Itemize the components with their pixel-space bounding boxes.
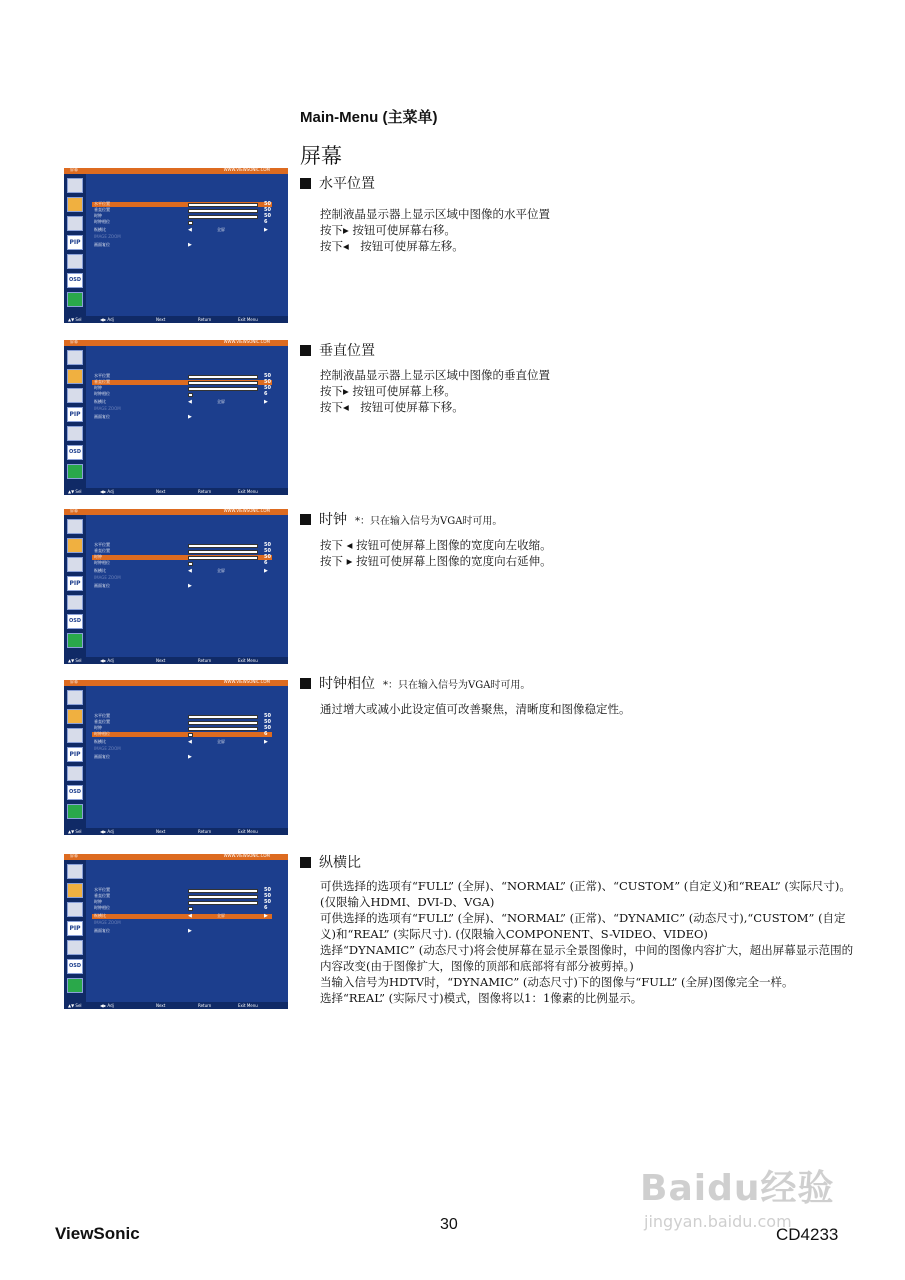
color-icon xyxy=(67,728,83,743)
osd-menu-row xyxy=(92,561,272,566)
osd-row-value: 50 xyxy=(264,373,271,379)
osd-row-label: 时钟相位 xyxy=(94,905,110,910)
arrow-right-icon: ▶ xyxy=(264,568,268,574)
osd-footer-sel: ▲▼ Sel xyxy=(68,489,82,494)
osd-menu-screenshot xyxy=(64,168,288,323)
section-heading xyxy=(300,673,530,693)
color-icon xyxy=(67,216,83,231)
osd-icon: OSD xyxy=(67,959,83,974)
section-heading-label: 时钟 xyxy=(319,512,347,528)
osd-row-value: 50 xyxy=(264,725,271,731)
osd-menu-row xyxy=(92,415,272,420)
osd-row-label: 时钟相位 xyxy=(94,219,110,224)
screen-icon xyxy=(67,883,83,898)
osd-footer-sel: ▲▼ Sel xyxy=(68,658,82,663)
osd-row-label: 水平位置 xyxy=(94,373,110,378)
osd-title-bar xyxy=(64,509,288,515)
osd-row-label: 水平位置 xyxy=(94,887,110,892)
osd-row-label: 画面复位 xyxy=(94,414,110,419)
osd-sidebar xyxy=(64,860,86,1002)
color-icon xyxy=(67,902,83,917)
osd-url: WWW.VIEWSONIC.COM xyxy=(223,168,270,172)
osd-menu-row xyxy=(92,921,272,926)
osd-row-label: 纵横比 xyxy=(94,568,106,573)
description-line: 按下◂ 按钮可使屏幕下移。 xyxy=(320,400,464,414)
osd-row-value: 50 xyxy=(264,385,271,391)
osd-footer xyxy=(64,657,288,664)
osd-slider xyxy=(188,889,258,893)
osd-slider xyxy=(188,895,258,899)
osd-row-option: 全屏 xyxy=(217,739,225,744)
osd-row-label: IMAGE ZOOM xyxy=(94,406,121,411)
screen-icon xyxy=(67,369,83,384)
osd-footer-next: Next xyxy=(156,658,166,663)
section-description xyxy=(320,878,860,1006)
picture-icon xyxy=(67,519,83,534)
arrow-right-icon: ▶ xyxy=(188,414,192,420)
osd-footer-next: Next xyxy=(156,829,166,834)
osd-slider xyxy=(188,733,193,737)
osd-menu-row xyxy=(92,243,272,248)
osd-slider xyxy=(188,203,258,207)
picture-icon xyxy=(67,690,83,705)
tool-icon xyxy=(67,940,83,955)
osd-slider xyxy=(188,381,258,385)
osd-slider xyxy=(188,375,258,379)
osd-row-value: 50 xyxy=(264,899,271,905)
arrow-right-icon: ▶ xyxy=(264,913,268,919)
menu-icon xyxy=(67,292,83,307)
osd-menu-row xyxy=(92,214,272,219)
menu-icon xyxy=(67,464,83,479)
osd-row-label: 纵横比 xyxy=(94,399,106,404)
color-icon xyxy=(67,557,83,572)
osd-menu-row xyxy=(92,755,272,760)
menu-icon xyxy=(67,978,83,993)
osd-menu-row xyxy=(92,549,272,554)
section-heading xyxy=(300,852,361,872)
description-line: 可供选择的选项有“FULL” (全屏)、“NORMAL” (正常)、“CUSTOM” (自定义)和“REAL” (实际尺寸)。(仅限输入HDMI、DVI-D、VGA) xyxy=(320,879,851,909)
osd-sidebar xyxy=(64,686,86,828)
osd-footer-exit: Exit Menu xyxy=(238,317,258,322)
osd-footer-adj: ◀▶ Adj xyxy=(100,829,114,834)
section-description xyxy=(320,701,631,717)
osd-icon: OSD xyxy=(67,273,83,288)
section-title: 屏幕 xyxy=(300,144,342,168)
bullet-square-icon xyxy=(300,178,311,189)
osd-icon: OSD xyxy=(67,785,83,800)
osd-row-value: 50 xyxy=(264,213,271,219)
osd-row-value: 50 xyxy=(264,719,271,725)
osd-row-label: 水平位置 xyxy=(94,713,110,718)
pip-icon: PIP xyxy=(67,921,83,936)
osd-menu-row xyxy=(92,374,272,379)
osd-footer-adj: ◀▶ Adj xyxy=(100,489,114,494)
pip-icon: PIP xyxy=(67,747,83,762)
osd-row-value: 50 xyxy=(264,207,271,213)
osd-slider xyxy=(188,901,258,905)
description-line: 可供选择的选项有“FULL” (全屏)、“NORMAL” (正常)、“DYNAMIC” (动态尺寸),“CUSTOM” (自定义)和“REAL” (实际尺寸). (仅限输入COMPONENT、S-VIDEO、VIDEO) xyxy=(320,911,846,941)
bullet-square-icon xyxy=(300,345,311,356)
osd-menu-screenshot xyxy=(64,680,288,835)
osd-footer-exit: Exit Menu xyxy=(238,829,258,834)
osd-row-label: 时钟 xyxy=(94,899,102,904)
osd-row-label: 画面复位 xyxy=(94,242,110,247)
osd-menu-row xyxy=(92,888,272,893)
pip-icon: PIP xyxy=(67,407,83,422)
description-line: 当输入信号为HDTV时，“DYNAMIC” (动态尺寸)下的图像与“FULL” (全屏)图像完全一样。 xyxy=(320,975,794,989)
arrow-left-icon: ◀ xyxy=(188,227,192,233)
osd-menu-row xyxy=(92,584,272,589)
osd-row-option: 全屏 xyxy=(217,227,225,232)
osd-menu-row xyxy=(92,380,272,385)
osd-row-value: 6 xyxy=(264,560,268,566)
osd-menu-row xyxy=(92,747,272,752)
osd-row-value: 50 xyxy=(264,379,271,385)
arrow-left-icon: ◀ xyxy=(188,399,192,405)
osd-title: 屏幕 xyxy=(70,340,78,344)
osd-footer-return: Return xyxy=(198,658,212,663)
osd-row-label: 时钟 xyxy=(94,385,102,390)
description-line: 选择“REAL” (实际尺寸)模式，图像将以1：1像素的比例显示。 xyxy=(320,991,643,1005)
osd-row-value: 6 xyxy=(264,219,268,225)
osd-menu-row xyxy=(92,569,272,574)
section-heading xyxy=(300,509,502,529)
watermark-url: jingyan.baidu.com xyxy=(644,1212,792,1231)
osd-row-value: 6 xyxy=(264,391,268,397)
osd-menu-row xyxy=(92,220,272,225)
osd-menu-row xyxy=(92,208,272,213)
osd-row-value: 50 xyxy=(264,554,271,560)
osd-title-bar xyxy=(64,854,288,860)
osd-icon: OSD xyxy=(67,445,83,460)
section-note: *：只在输入信号为VGA时可用。 xyxy=(355,515,503,527)
osd-menu-row xyxy=(92,400,272,405)
osd-footer xyxy=(64,488,288,495)
screen-icon xyxy=(67,197,83,212)
picture-icon xyxy=(67,350,83,365)
baidu-watermark xyxy=(640,1150,850,1240)
osd-row-value: 50 xyxy=(264,887,271,893)
osd-slider xyxy=(188,556,258,560)
osd-row-label: IMAGE ZOOM xyxy=(94,575,121,580)
osd-footer-adj: ◀▶ Adj xyxy=(100,658,114,663)
screen-icon xyxy=(67,709,83,724)
arrow-right-icon: ▶ xyxy=(188,583,192,589)
arrow-left-icon: ◀ xyxy=(188,913,192,919)
section-heading xyxy=(300,173,375,193)
osd-title-bar xyxy=(64,168,288,174)
description-line: 按下 ◂ 按钮可使屏幕上图像的宽度向左收缩。 xyxy=(320,538,552,552)
arrow-right-icon: ▶ xyxy=(264,399,268,405)
osd-url: WWW.VIEWSONIC.COM xyxy=(223,340,270,344)
osd-footer-next: Next xyxy=(156,1003,166,1008)
osd-menu-row xyxy=(92,714,272,719)
pip-icon: PIP xyxy=(67,576,83,591)
osd-footer-sel: ▲▼ Sel xyxy=(68,829,82,834)
page-number: 30 xyxy=(440,1216,458,1233)
main-menu-heading: Main-Menu (主菜单) xyxy=(300,109,438,126)
description-line: 通过增大或减小此设定值可改善聚焦，清晰度和图像稳定性。 xyxy=(320,702,631,716)
description-line: 按下◂ 按钮可使屏幕左移。 xyxy=(320,239,464,253)
description-line: 选择“DYNAMIC” (动态尺寸)将会使屏幕在显示全景图像时，中间的图像内容扩大，超出屏幕显示范围的内容改变(由于图像扩大，图像的顶部和底部将有部分被剪掉。) xyxy=(320,943,854,973)
osd-row-label: 水平位置 xyxy=(94,201,110,206)
osd-row-value: 6 xyxy=(264,905,268,911)
osd-slider xyxy=(188,544,258,548)
menu-icon xyxy=(67,633,83,648)
osd-row-label: 垂直位置 xyxy=(94,719,110,724)
osd-slider xyxy=(188,209,258,213)
osd-row-value: 6 xyxy=(264,731,268,737)
osd-title-bar xyxy=(64,340,288,346)
pip-icon: PIP xyxy=(67,235,83,250)
menu-icon xyxy=(67,804,83,819)
osd-slider xyxy=(188,562,193,566)
osd-row-label: 画面复位 xyxy=(94,928,110,933)
osd-slider xyxy=(188,721,258,725)
osd-footer xyxy=(64,316,288,323)
osd-menu-row xyxy=(92,929,272,934)
osd-menu-screenshot xyxy=(64,340,288,495)
section-description xyxy=(320,206,550,254)
screen-icon xyxy=(67,538,83,553)
osd-row-label: IMAGE ZOOM xyxy=(94,234,121,239)
osd-footer-return: Return xyxy=(198,317,212,322)
osd-menu-row xyxy=(92,543,272,548)
section-heading-label: 时钟相位 xyxy=(319,676,375,692)
osd-row-option: 全屏 xyxy=(217,399,225,404)
section-heading xyxy=(300,340,375,360)
description-line: 控制液晶显示器上显示区域中图像的垂直位置 xyxy=(320,368,550,382)
description-line: 按下 ▸ 按钮可使屏幕上图像的宽度向右延伸。 xyxy=(320,554,552,568)
osd-menu-row xyxy=(92,386,272,391)
osd-footer-exit: Exit Menu xyxy=(238,489,258,494)
osd-row-option: 全屏 xyxy=(217,568,225,573)
osd-menu-row xyxy=(92,906,272,911)
osd-row-label: 垂直位置 xyxy=(94,548,110,553)
osd-menu-row xyxy=(92,726,272,731)
osd-footer-next: Next xyxy=(156,489,166,494)
osd-row-label: 纵横比 xyxy=(94,739,106,744)
osd-title: 屏幕 xyxy=(70,168,78,172)
osd-url: WWW.VIEWSONIC.COM xyxy=(223,854,270,858)
osd-row-label: 纵横比 xyxy=(94,227,106,232)
osd-row-value: 50 xyxy=(264,542,271,548)
osd-row-label: 时钟相位 xyxy=(94,731,110,736)
osd-footer-sel: ▲▼ Sel xyxy=(68,317,82,322)
osd-footer-next: Next xyxy=(156,317,166,322)
footer-model: CD4233 xyxy=(776,1225,839,1244)
osd-menu-row xyxy=(92,732,272,737)
osd-row-label: 水平位置 xyxy=(94,542,110,547)
osd-footer-adj: ◀▶ Adj xyxy=(100,1003,114,1008)
osd-footer-return: Return xyxy=(198,489,212,494)
osd-footer-adj: ◀▶ Adj xyxy=(100,317,114,322)
osd-sidebar xyxy=(64,346,86,488)
osd-row-label: 垂直位置 xyxy=(94,379,110,384)
osd-row-label: 垂直位置 xyxy=(94,893,110,898)
osd-menu-row xyxy=(92,202,272,207)
osd-row-label: 时钟 xyxy=(94,213,102,218)
osd-menu-screenshot xyxy=(64,854,288,1009)
osd-menu-row xyxy=(92,228,272,233)
osd-sidebar xyxy=(64,515,86,657)
tool-icon xyxy=(67,254,83,269)
osd-footer xyxy=(64,1002,288,1009)
osd-menu-row xyxy=(92,900,272,905)
osd-footer xyxy=(64,828,288,835)
osd-row-option: 全屏 xyxy=(217,913,225,918)
osd-slider xyxy=(188,715,258,719)
osd-slider xyxy=(188,387,258,391)
osd-slider xyxy=(188,727,258,731)
osd-title: 屏幕 xyxy=(70,509,78,513)
osd-menu-row xyxy=(92,407,272,412)
osd-title-bar xyxy=(64,680,288,686)
osd-url: WWW.VIEWSONIC.COM xyxy=(223,509,270,513)
osd-slider xyxy=(188,907,193,911)
bullet-square-icon xyxy=(300,857,311,868)
osd-menu-row xyxy=(92,740,272,745)
arrow-right-icon: ▶ xyxy=(188,754,192,760)
osd-slider xyxy=(188,221,193,225)
osd-row-label: 纵横比 xyxy=(94,913,106,918)
osd-row-value: 50 xyxy=(264,201,271,207)
osd-row-label: IMAGE ZOOM xyxy=(94,920,121,925)
osd-icon: OSD xyxy=(67,614,83,629)
osd-row-label: 时钟相位 xyxy=(94,560,110,565)
bullet-square-icon xyxy=(300,678,311,689)
tool-icon xyxy=(67,766,83,781)
osd-row-label: 垂直位置 xyxy=(94,207,110,212)
osd-title: 屏幕 xyxy=(70,854,78,858)
osd-menu-row xyxy=(92,914,272,919)
osd-menu-row xyxy=(92,555,272,560)
osd-slider xyxy=(188,393,193,397)
section-heading-label: 水平位置 xyxy=(319,176,375,192)
osd-menu-row xyxy=(92,392,272,397)
arrow-left-icon: ◀ xyxy=(188,739,192,745)
osd-footer-exit: Exit Menu xyxy=(238,1003,258,1008)
osd-slider xyxy=(188,550,258,554)
section-note: *：只在输入信号为VGA时可用。 xyxy=(383,679,531,691)
description-line: 按下▸ 按钮可使屏幕右移。 xyxy=(320,223,456,237)
osd-url: WWW.VIEWSONIC.COM xyxy=(223,680,270,684)
osd-row-value: 50 xyxy=(264,893,271,899)
arrow-right-icon: ▶ xyxy=(264,739,268,745)
osd-sidebar xyxy=(64,174,86,316)
osd-row-value: 50 xyxy=(264,548,271,554)
arrow-right-icon: ▶ xyxy=(264,227,268,233)
description-line: 按下▸ 按钮可使屏幕上移。 xyxy=(320,384,456,398)
arrow-right-icon: ▶ xyxy=(188,928,192,934)
section-heading-label: 垂直位置 xyxy=(319,343,375,359)
osd-menu-row xyxy=(92,894,272,899)
osd-footer-return: Return xyxy=(198,1003,212,1008)
section-heading-label: 纵横比 xyxy=(319,855,361,871)
osd-menu-row xyxy=(92,235,272,240)
osd-title: 屏幕 xyxy=(70,680,78,684)
arrow-right-icon: ▶ xyxy=(188,242,192,248)
osd-row-label: 时钟相位 xyxy=(94,391,110,396)
bullet-square-icon xyxy=(300,514,311,525)
color-icon xyxy=(67,388,83,403)
osd-menu-screenshot xyxy=(64,509,288,664)
picture-icon xyxy=(67,864,83,879)
section-description xyxy=(320,367,550,415)
osd-row-label: 时钟 xyxy=(94,554,102,559)
osd-row-label: 画面复位 xyxy=(94,754,110,759)
watermark-logo: Baidu经验 xyxy=(640,1168,835,1209)
tool-icon xyxy=(67,595,83,610)
section-description xyxy=(320,537,552,569)
osd-slider xyxy=(188,215,258,219)
osd-footer-exit: Exit Menu xyxy=(238,658,258,663)
osd-row-value: 50 xyxy=(264,713,271,719)
tool-icon xyxy=(67,426,83,441)
osd-menu-row xyxy=(92,720,272,725)
osd-row-label: 时钟 xyxy=(94,725,102,730)
arrow-left-icon: ◀ xyxy=(188,568,192,574)
osd-row-label: 画面复位 xyxy=(94,583,110,588)
osd-footer-sel: ▲▼ Sel xyxy=(68,1003,82,1008)
osd-row-label: IMAGE ZOOM xyxy=(94,746,121,751)
footer-brand: ViewSonic xyxy=(55,1224,140,1243)
picture-icon xyxy=(67,178,83,193)
osd-menu-row xyxy=(92,576,272,581)
description-line: 控制液晶显示器上显示区域中图像的水平位置 xyxy=(320,207,550,221)
osd-footer-return: Return xyxy=(198,829,212,834)
